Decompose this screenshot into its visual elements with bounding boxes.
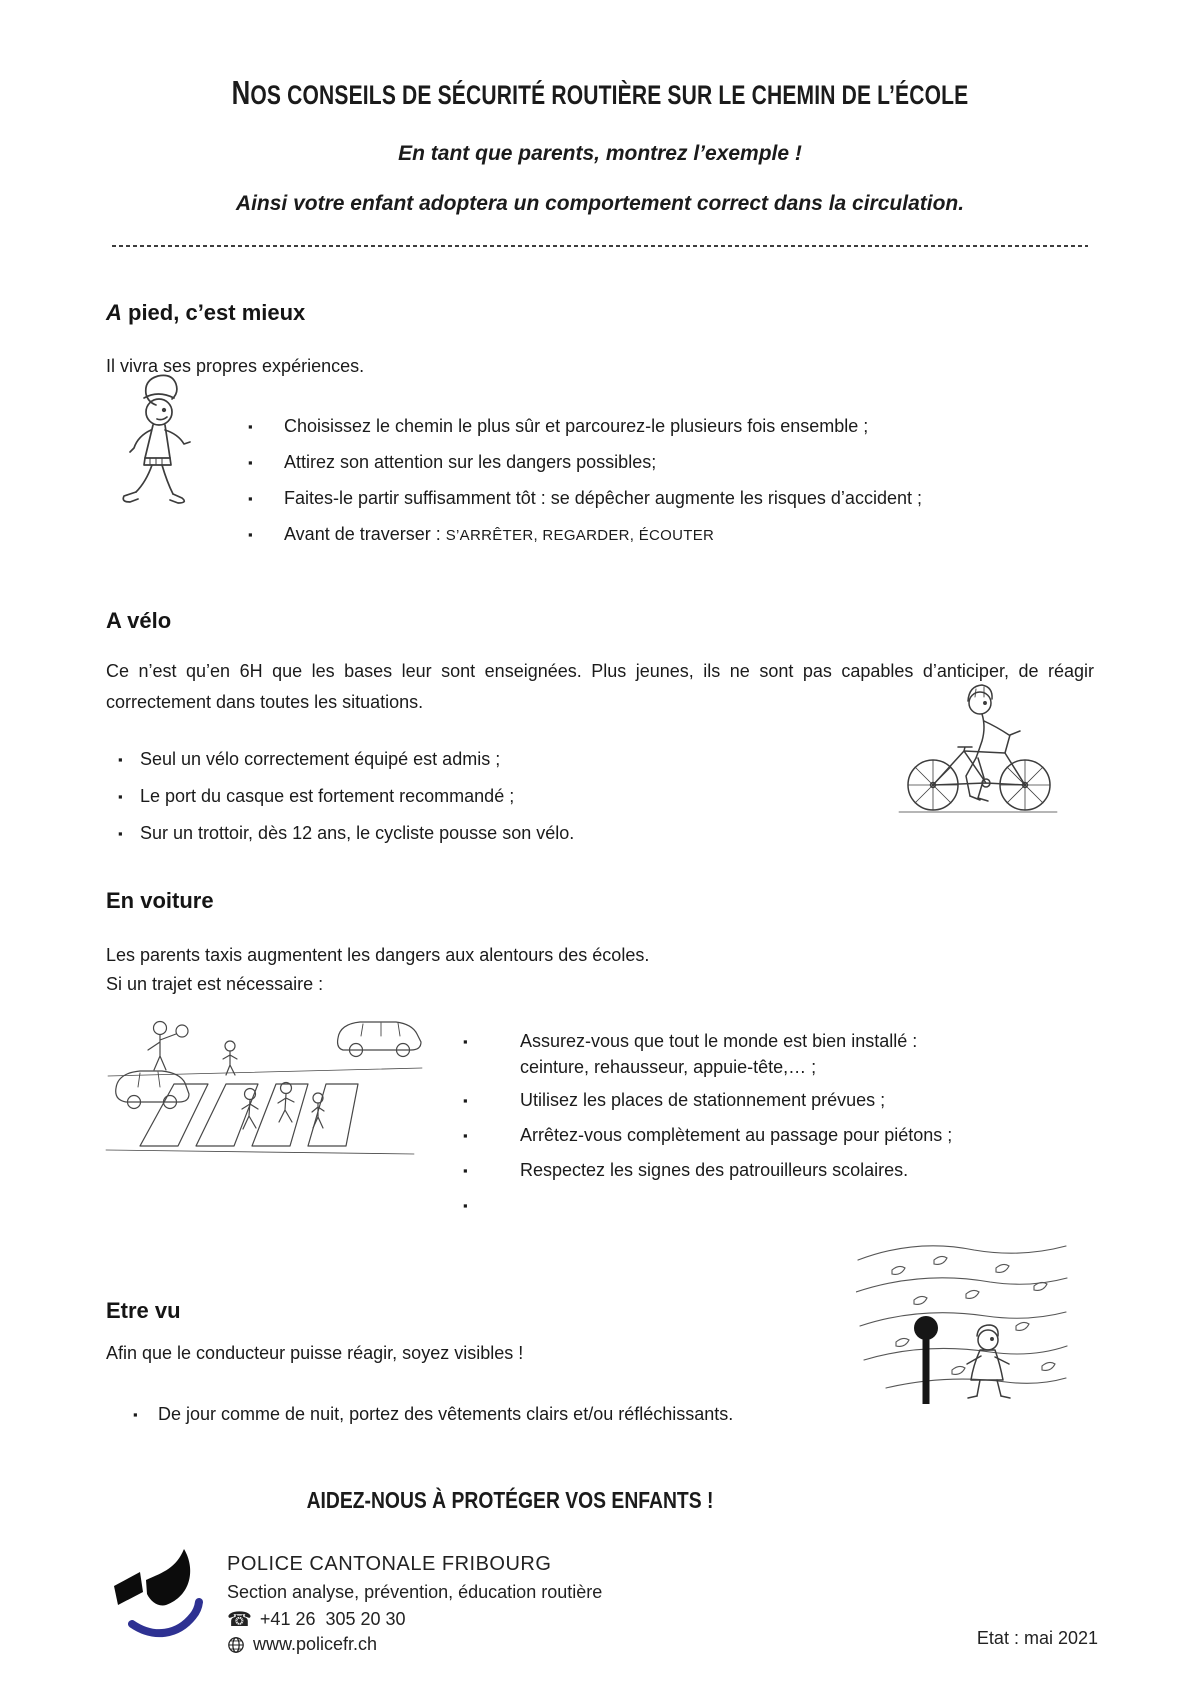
- bullet-text: Assurez-vous que tout le monde est bien installé : ceinture, rehausseur, appuie-tête,… ;: [520, 1031, 918, 1077]
- crosswalk-scene-illustration: [102, 978, 427, 1163]
- signal-pole: [914, 1316, 938, 1404]
- footer-phone-line: [227, 1609, 602, 1630]
- section-heading-car: En voiture: [106, 888, 214, 913]
- car-intro-line1: Les parents taxis augmentent les dangers aux alentours des écoles.: [106, 945, 650, 965]
- subtitle-example: En tant que parents, montrez l’exemple !: [398, 142, 802, 165]
- bullet-text: Arrêtez-vous complètement au passage pour piétons ;: [520, 1125, 953, 1145]
- bullet-text: Faites-le partir suffisamment tôt : se dépêcher augmente les risques d’accident ;: [284, 488, 922, 508]
- bullet-square-icon: [118, 820, 132, 848]
- page-title: NOS CONSEILS DE SÉCURITÉ ROUTIÈRE SUR LE CHEMIN DE L’ÉCOLE: [231, 74, 969, 111]
- windy-child-illustration: [856, 1230, 1068, 1408]
- bullet-square-icon: [248, 413, 262, 441]
- cyclist-illustration: [893, 670, 1063, 818]
- bullet-text: [284, 521, 714, 549]
- bullet-square-icon: [133, 1401, 147, 1429]
- bullet-text: Respectez les signes des patrouilleurs scolaires.: [520, 1160, 909, 1180]
- car-bullet-list: [463, 1028, 990, 1227]
- bullet-square-icon: [463, 1087, 477, 1115]
- call-to-action: AIDEZ-NOUS À PROTÉGER VOS ENFANTS !: [306, 1487, 714, 1513]
- footer-contact-block: [227, 1553, 602, 1659]
- on-foot-intro: Il vivra ses propres expériences.: [106, 356, 365, 376]
- footer-phone-number: +41 26 305 20 30: [259, 1609, 406, 1629]
- bullet-text: De jour comme de nuit, portez des vêtements clairs et/ou réfléchissants.: [158, 1404, 734, 1424]
- footer-org-name: POLICE CANTONALE FRIBOURG: [227, 1553, 552, 1575]
- list-item: [118, 783, 838, 811]
- phone-icon: ☎: [227, 1608, 252, 1631]
- document-status-date: Etat : mai 2021: [976, 1628, 1098, 1648]
- car-intro-line2: Si un trajet est nécessaire :: [106, 974, 324, 994]
- list-item: [248, 485, 1068, 513]
- footer-website-line: [227, 1634, 602, 1655]
- list-item: [118, 746, 838, 774]
- be-seen-bullet-list: [133, 1401, 973, 1429]
- list-item: [463, 1157, 990, 1185]
- list-item-empty: [463, 1192, 990, 1220]
- bullet-square-icon: [463, 1157, 477, 1185]
- bullet-square-icon: [118, 746, 132, 774]
- list-item: [463, 1087, 990, 1115]
- list-item: [248, 413, 1068, 441]
- bullet-square-icon: [463, 1122, 477, 1150]
- bullet-text-smallcaps: S’ARRÊTER, REGARDER, ÉCOUTER: [445, 527, 715, 544]
- bullet-text: Seul un vélo correctement équipé est admis ;: [140, 749, 501, 769]
- bullet-text: Utilisez les places de stationnement prévues ;: [520, 1090, 886, 1110]
- list-item: [118, 820, 838, 848]
- bike-bullet-list: [118, 746, 838, 857]
- bullet-text: Sur un trottoir, dès 12 ans, le cycliste pousse son vélo.: [140, 823, 575, 843]
- section-heading-be-seen: Etre vu: [106, 1298, 181, 1323]
- bullet-square-icon: [118, 783, 132, 811]
- list-item: [463, 1028, 990, 1080]
- footer-website: www.policefr.ch: [253, 1634, 378, 1654]
- section-heading-bike: A vélo: [106, 608, 172, 633]
- bullet-square-icon: [463, 1028, 477, 1056]
- bullet-square-icon: [248, 521, 262, 549]
- police-fribourg-logo: [106, 1544, 218, 1644]
- list-item: [133, 1401, 973, 1429]
- bullet-text: Choisissez le chemin le plus sûr et parcourez-le plusieurs fois ensemble ;: [284, 416, 869, 436]
- walking-child-illustration: [104, 372, 219, 522]
- dashed-separator: [112, 245, 1088, 247]
- section-heading-on-foot: A pied, c’est mieux: [106, 300, 306, 325]
- bullet-text-prefix: Avant de traverser :: [284, 524, 446, 544]
- list-item: [248, 521, 1068, 549]
- bullet-square-icon: [463, 1192, 477, 1220]
- bullet-square-icon: [248, 449, 262, 477]
- globe-icon: [227, 1636, 245, 1654]
- list-item: [248, 449, 1068, 477]
- footer-department: Section analyse, prévention, éducation routière: [227, 1582, 603, 1602]
- subtitle-behaviour: Ainsi votre enfant adoptera un comportement correct dans la circulation.: [235, 192, 965, 215]
- bullet-square-icon: [248, 485, 262, 513]
- list-item: [463, 1122, 990, 1150]
- be-seen-intro: Afin que le conducteur puisse réagir, soyez visibles !: [106, 1343, 524, 1363]
- bullet-text: Attirez son attention sur les dangers possibles;: [284, 452, 657, 472]
- bike-intro: Ce n’est qu’en 6H que les bases leur sont enseignées. Plus jeunes, ils ne sont pas capables d’anticiper, de réagir correctement dans toutes les situations.: [106, 661, 1094, 712]
- bullet-text: Le port du casque est fortement recommandé ;: [140, 786, 515, 806]
- on-foot-bullet-list: [248, 413, 1068, 557]
